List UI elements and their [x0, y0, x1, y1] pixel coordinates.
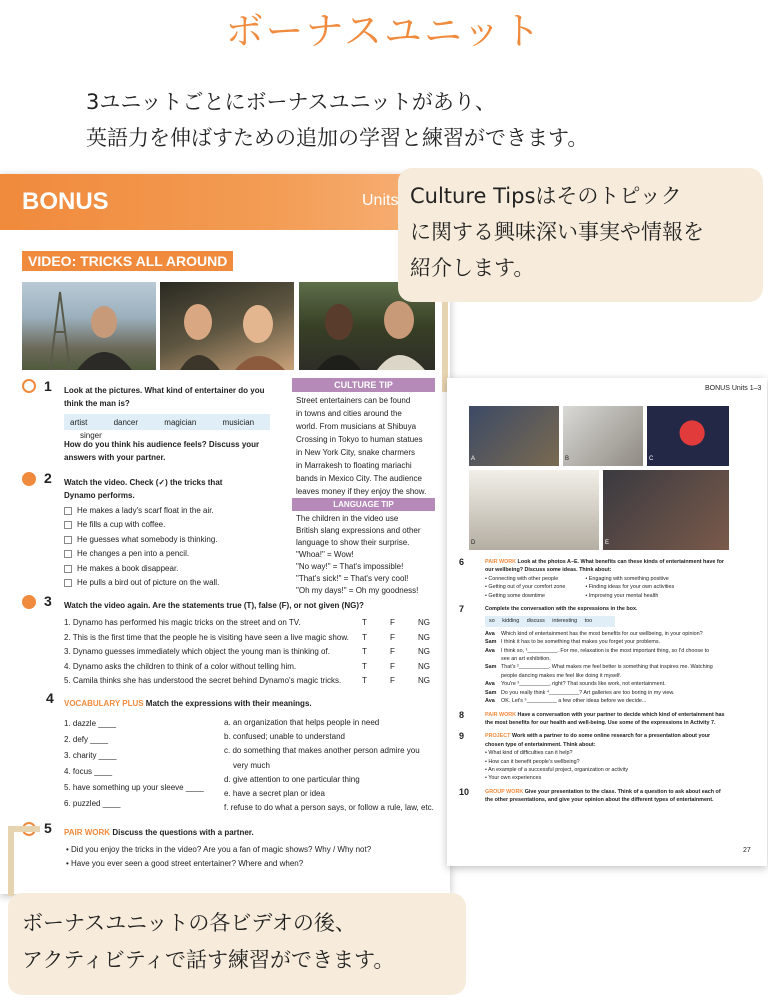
word-musician: musician [222, 418, 255, 427]
ex1-q-line-3: How do you think his audience feels? Discuss your [64, 440, 260, 449]
speech: people dancing makes me feel like doing it myself. [501, 672, 622, 679]
speech: You're ³__________, right? That sounds like work, not entertainment. [501, 681, 666, 688]
exercise-1-followup [64, 438, 259, 464]
exercise-3-statements [64, 616, 436, 689]
callout-bottom-line-2: アクティビティで話す練習ができます。 [22, 948, 395, 972]
ex9-item: Your own experiences [488, 775, 542, 782]
check-item[interactable] [64, 518, 219, 532]
callout-top-line-3: 紹介します。 [410, 256, 535, 280]
word-magician: magician [164, 418, 197, 427]
intro-line-2: 英語力を伸ばすための追加の学習と練習ができます。 [86, 126, 589, 150]
checkbox[interactable] [64, 507, 72, 515]
ex6-item: Improving your mental health [588, 592, 659, 599]
option-t[interactable]: T [362, 676, 367, 685]
photo-label: E [605, 540, 610, 546]
dialogue-line [485, 672, 713, 680]
ex9-item: An example of a successful project, organization or activity [488, 766, 629, 773]
exercise-5-number: 5 [44, 820, 52, 836]
exercise-10 [447, 788, 767, 805]
dialogue-line [485, 647, 713, 655]
ex5-instruction: Discuss the questions with a partner. [112, 828, 254, 837]
check-item-label: He makes a lady's scarf float in the air. [77, 506, 214, 515]
bonus-label: BONUS [22, 188, 109, 215]
vocab-meaning: d. give attention to one particular thing [224, 774, 360, 784]
ex5-item-text: Have you ever seen a good street entertainer? Where and when? [71, 859, 304, 868]
statement-text: 3. Dynamo guesses immediately which object the young man is thinking of. [64, 647, 330, 656]
ex5-item-text: Did you enjoy the tricks in the video? Are you a fan of magic shows? Why / Why not? [71, 845, 372, 854]
culture-line: in Marrakesh to floating mariachi [296, 461, 412, 470]
check-item[interactable] [64, 547, 219, 561]
check-item-label: He fills a cup with coffee. [77, 520, 166, 530]
vocab-word: 4. focus ____ [64, 767, 113, 776]
language-line: "That's sick!" = That's very cool! [296, 574, 409, 583]
dialogue-line [485, 680, 713, 688]
checkbox[interactable] [64, 579, 72, 587]
photo-e [603, 470, 729, 550]
photo-d [469, 470, 599, 550]
page-number: 27 [743, 847, 751, 854]
option-ng[interactable]: NG [418, 647, 430, 656]
speaker: Ava [485, 681, 495, 688]
speaker: Sam [485, 639, 497, 646]
ex6-q-line-2: our wellbeing? Discuss some ideas. Think about: [485, 567, 612, 574]
word: interesting [552, 618, 578, 625]
project-label: PROJECT [485, 733, 511, 740]
statement-text: 2. This is the first time that the people he is visiting have seen a live magic show. [64, 632, 349, 642]
option-t[interactable]: T [362, 618, 367, 627]
intro-line-1: 3ユニットごとにボーナスユニットがあり、 [86, 90, 496, 114]
culture-tip-box [292, 378, 435, 496]
ex6-lists: • Connecting with other people • Getting out of your comfort zone • Getting some downtime • Engaging with something positive • Finding ideas for your own activities • Improving your mental health [485, 575, 675, 599]
photo-c [647, 406, 729, 466]
exercise-10-number: 10 [459, 786, 470, 797]
speech: I think it has to be something that makes you forget your problems. [501, 639, 661, 646]
exercise-7-number: 7 [459, 604, 465, 615]
statement-text: 4. Dynamo asks the children to think of a color without telling him. [64, 661, 297, 671]
vocab-word: 5. have something up your sleeve ____ [64, 783, 204, 792]
language-line: "Whoa!" = Wow! [296, 550, 354, 559]
speaker: Sam [485, 689, 497, 696]
option-ng[interactable]: NG [418, 632, 430, 642]
checkbox[interactable] [64, 536, 72, 544]
language-tip-heading: LANGUAGE TIP [292, 498, 435, 511]
vocabulary-plus-label: VOCABULARY PLUS [64, 699, 144, 708]
ex2-q-line-2: Dynamo performs. [64, 491, 135, 500]
dialogue-line [485, 697, 713, 705]
callout-connector-bottom [8, 826, 14, 896]
statement-row [64, 674, 436, 689]
word-artist: artist [70, 418, 88, 427]
exercise-5-question [64, 826, 254, 839]
exercise-1-question [64, 384, 264, 410]
vocab-words [64, 716, 204, 812]
speaker [485, 655, 501, 663]
dialogue-line [485, 655, 713, 663]
ex5-item: • Did you enjoy the tricks in the video? Are you a fan of magic shows? Why / Why not? [66, 845, 372, 854]
option-ng[interactable]: NG [418, 676, 430, 685]
option-f[interactable]: F [390, 661, 395, 671]
exercise-4-number: 4 [46, 690, 54, 706]
ex8-q-line-2: the most benefits for our health and well-being. Use some of the expressions in Activity 7. [485, 719, 716, 726]
culture-line: Street entertainers can be found [296, 396, 411, 405]
statement-row [64, 660, 436, 675]
check-item-label: He pulls a bird out of picture on the wall. [77, 578, 220, 588]
audio-icon [22, 379, 36, 393]
vocab-meanings [224, 716, 434, 815]
culture-tip-heading: CULTURE TIP [292, 378, 435, 392]
dialogue-line [485, 689, 713, 697]
vocab-meaning: very much [233, 760, 270, 770]
check-item[interactable] [64, 576, 219, 590]
ex4-instruction: Match the expressions with their meanings. [145, 699, 312, 708]
group-work-label: GROUP WORK [485, 788, 524, 795]
ex10-q-line-1: Give your presentation to the class. Think of a question to ask about each of [524, 788, 721, 795]
photo-label: C [649, 456, 654, 462]
pair-work-label: PAIR WORK [485, 559, 517, 565]
women-laughing-icon [160, 282, 294, 370]
exercise-2-question [64, 476, 222, 502]
ex6-q-line-1: Look at the photos A–E. What benefits can these kinds of entertainment have for [517, 559, 725, 565]
culture-line: bands in Mexico City. The audience [296, 474, 422, 483]
culture-tips-callout [398, 168, 763, 302]
word: so [489, 618, 495, 625]
speech: Which kind of entertainment has the most benefits for our wellbeing, in your opinion? [501, 630, 703, 637]
dialogue-line [485, 630, 713, 638]
check-item-label: He makes a book disappear. [77, 563, 179, 573]
dialogue-line [485, 663, 713, 671]
culture-line: in New York City, snake charmers [296, 448, 416, 457]
ex6-item: Getting out of your comfort zone [488, 584, 566, 591]
exercise-4-question [64, 697, 312, 710]
ex6-item: Engaging with something positive [588, 575, 669, 582]
statement-text: 1. Dynamo has performed his magic tricks on the street and on TV. [64, 618, 301, 627]
ex7-instruction: Complete the conversation with the expressions in the box. [485, 606, 638, 613]
exercise-3-question: Watch the video again. Are the statements true (T), false (F), or not given (NG)? [64, 601, 364, 610]
right-textbook-page [447, 378, 767, 866]
ex5-item: • Have you ever seen a good street entertainer? Where and when? [66, 859, 304, 868]
language-line: language to show their surprise. [296, 538, 410, 547]
speech: OK. Let's ⁵__________ a few other ideas before we decide... [501, 698, 647, 705]
exercise-10-text [485, 788, 721, 805]
word: too [584, 618, 593, 625]
photo-a [469, 406, 559, 466]
speaking-practice-callout [8, 893, 466, 995]
vocab-meaning: a. an organization that helps people in need [224, 718, 380, 727]
ex9-q-line-2: chosen type of entertainment. Think about: [485, 741, 596, 748]
check-item[interactable] [64, 533, 219, 547]
exercise-9 [447, 732, 767, 782]
speaker: Ava [485, 647, 495, 654]
video-play-icon [22, 595, 36, 609]
ex1-q-line-2: think the man is? [64, 399, 130, 408]
statement-row [64, 645, 436, 660]
checkbox[interactable] [64, 565, 72, 573]
vocab-word: 3. charity ____ [64, 751, 117, 760]
video-still-photo-1 [22, 282, 156, 370]
ex9-item: What kind of difficulties can it help? [488, 750, 573, 757]
page-title: ボーナスユニット [225, 9, 543, 53]
exercise-9-text: PROJECT Work with a partner to do some online research for a presentation about your chosen type of entertainment. Think about: • What kind of difficulties can it help? • How can it benefit people's wellbeing? • An example of a successful project, organization or activity • Your own experiences [485, 733, 711, 782]
exercise-2-checklist [64, 504, 219, 590]
exercise-8-text [485, 711, 725, 728]
speaker [485, 672, 501, 680]
ex10-q-line-2: the other presentations, and give your opinion about the different types of entertainment. [485, 797, 714, 804]
language-line: "Oh my days!" = Oh my goodness! [296, 586, 419, 595]
statement-row [64, 616, 436, 631]
check-item-label: He guesses what somebody is thinking. [77, 534, 218, 544]
statement-row [64, 631, 436, 646]
vocab-meaning: f. refuse to do what a person says, or follow a rule, law, etc. [224, 803, 434, 813]
option-f[interactable]: F [390, 632, 395, 642]
checkbox[interactable] [64, 521, 72, 529]
vocab-word: 2. defy ____ [64, 735, 109, 744]
word: discuss [526, 618, 545, 625]
culture-tip-text [296, 394, 438, 498]
exercise-9-number: 9 [459, 731, 465, 742]
ex6-item: Finding ideas for your own activities [588, 584, 675, 591]
vocab-meaning: c. do something that makes another person admire you [224, 746, 420, 756]
culture-line: Crossing in Tokyo to human statues [296, 435, 423, 444]
ex2-q-line-1: Watch the video. Check (✓) the tricks that [64, 478, 223, 487]
word-box-7 [485, 616, 615, 626]
language-line: British slang expressions and other [296, 526, 421, 535]
speech: Do you really think ⁴__________? Art galleries are too boring in my view. [501, 689, 675, 696]
speech: That's ²__________. What makes me feel better is something that inspires me. Watching [501, 664, 713, 671]
option-t[interactable]: T [362, 661, 367, 671]
language-line: The children in the video use [296, 514, 399, 523]
option-f[interactable]: F [390, 676, 395, 685]
callout-top-line-2: に関する興味深い事実や情報を [410, 220, 704, 244]
vocab-word: 6. puzzled ____ [64, 799, 121, 808]
speaker: Ava [485, 630, 495, 637]
exercise-3-number: 3 [44, 593, 52, 609]
ex9-item: How can it benefit people's wellbeing? [488, 758, 580, 765]
language-line: "No way!" = That's impossible! [296, 562, 404, 571]
left-textbook-page [0, 174, 450, 894]
photo-label: A [471, 456, 476, 462]
exercise-6-text [485, 558, 724, 600]
callout-top-line-1: Culture Tipsはそのトピック [410, 184, 682, 208]
eiffel-tower-icon [22, 282, 156, 370]
vocab-meaning: e. have a secret plan or idea [224, 789, 325, 799]
right-page-exercises [447, 558, 767, 805]
exercise-7 [447, 605, 767, 705]
vocab-meaning: b. confused; unable to understand [224, 732, 345, 742]
video-still-photo-2 [160, 282, 294, 370]
ex6-item: Connecting with other people [488, 575, 559, 582]
exercise-1-number: 1 [44, 378, 52, 394]
culture-line: world. From musicians at Shibuya [296, 422, 417, 431]
option-ng[interactable]: NG [418, 618, 430, 627]
speech: see an art exhibition. [501, 656, 551, 663]
word-dancer: dancer [113, 418, 139, 427]
intro-text [86, 84, 588, 156]
option-t[interactable]: T [362, 632, 367, 642]
statement-text: 5. Camila thinks she has understood the secret behind Dynamo's magic tricks. [64, 676, 342, 685]
speaker: Ava [485, 698, 495, 705]
word: kidding [502, 618, 520, 625]
pair-work-label: PAIR WORK [485, 711, 517, 718]
callout-bottom-line-1: ボーナスユニットの各ビデオの後、 [22, 911, 356, 935]
checkbox[interactable] [64, 550, 72, 558]
pair-work-label: PAIR WORK [64, 828, 111, 837]
photo-label: B [565, 456, 570, 462]
exercise-6-number: 6 [459, 557, 465, 567]
word-singer: singer [80, 431, 102, 440]
word-box-1 [64, 414, 270, 440]
photo-label: D [471, 540, 476, 546]
option-ng[interactable]: NG [418, 661, 430, 671]
video-title-tag: VIDEO: TRICKS ALL AROUND [22, 251, 233, 271]
dialogue-line [485, 638, 713, 646]
exercise-8-number: 8 [459, 709, 465, 720]
exercise-8 [447, 711, 767, 728]
ex9-q-line-1: Work with a partner to do some online research for a presentation about your [511, 733, 711, 740]
check-item-label: He changes a pen into a pencil. [77, 549, 190, 559]
vocab-word: 1. dazzle ____ [64, 719, 117, 728]
check-item[interactable] [64, 562, 219, 576]
speech: I think so, ¹__________. For me, relaxation is the most important thing, so I'd choose to [501, 647, 710, 654]
photo-b [563, 406, 643, 466]
ex6-item: Getting some downtime [488, 592, 546, 599]
option-f[interactable]: F [390, 618, 395, 627]
video-play-icon [22, 472, 36, 486]
culture-line: in towns and cities around the [296, 409, 402, 418]
ex1-q-line-4: answers with your partner. [64, 453, 166, 462]
language-tip-text [296, 513, 441, 597]
check-item[interactable] [64, 504, 219, 518]
ex1-q-line-1: Look at the pictures. What kind of entertainer do you [64, 386, 265, 395]
exercise-7-text [485, 605, 713, 705]
right-page-header: BONUS Units 1–3 [705, 385, 762, 392]
option-t[interactable]: T [362, 647, 367, 656]
units-label: Units [362, 192, 399, 209]
option-f[interactable]: F [390, 647, 395, 656]
exercise-6 [447, 558, 767, 600]
ex8-q-line-1: Have a conversation with your partner to decide which kind of entertainment has [517, 711, 725, 718]
culture-line: leaves money if they enjoy the show. [296, 487, 427, 496]
callout-connector-bottom-h [8, 826, 40, 832]
exercise-2-number: 2 [44, 470, 52, 486]
speaker: Sam [485, 664, 497, 671]
exercise-5-items [66, 843, 371, 871]
